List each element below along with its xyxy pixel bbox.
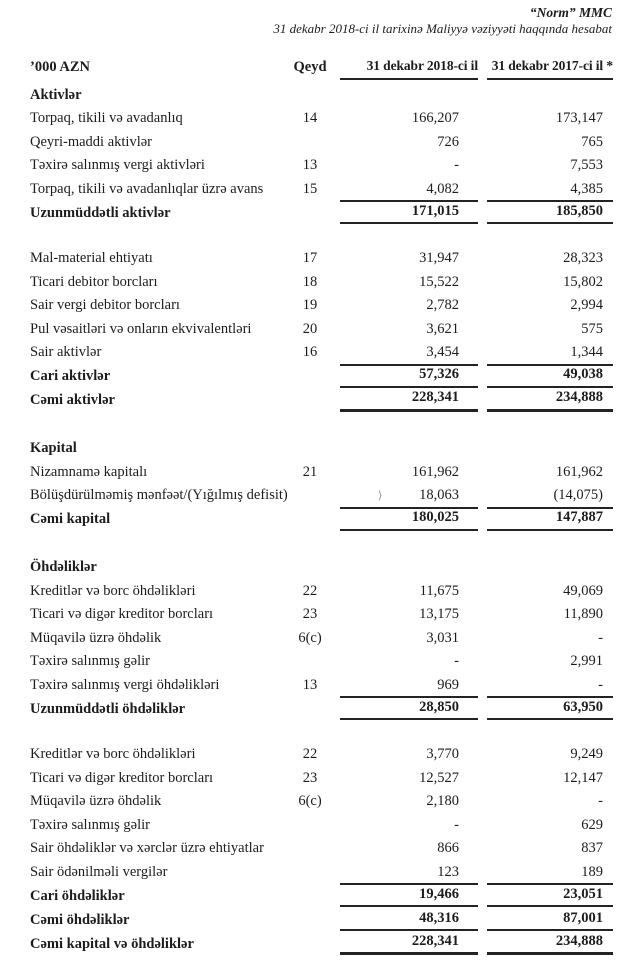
row-label: Mal-material ehtiyatı <box>30 250 153 267</box>
row-label: Ticari debitor borcları <box>30 273 158 290</box>
section-row <box>0 553 620 579</box>
value-2018-text: 3,454 <box>426 344 459 361</box>
value-2018 <box>340 270 478 294</box>
value-2017 <box>487 364 613 388</box>
value-2017-text: (14,075) <box>553 487 603 504</box>
value-2018-text: 11,675 <box>419 582 459 599</box>
value-2018-text: 161,962 <box>411 463 459 480</box>
value-2017-text: 2,991 <box>570 653 603 670</box>
table-row <box>0 177 620 201</box>
row-label: Ticari və digər kreditor borcları <box>30 769 214 786</box>
value-2017-text: 234,888 <box>555 932 603 949</box>
value-2018 <box>340 626 478 650</box>
value-2017-text: 9,249 <box>570 746 603 763</box>
value-2017-text: 765 <box>581 133 603 150</box>
value-2017-text: 11,890 <box>563 606 603 623</box>
note-reference: 13 <box>302 676 318 693</box>
column-gap <box>478 907 487 931</box>
row-label: Cari aktivlər <box>30 368 111 385</box>
column-gap <box>478 931 487 955</box>
note-reference: 18 <box>302 273 318 290</box>
note-reference <box>280 883 340 907</box>
column-gap <box>478 860 487 884</box>
value-2017 <box>487 177 613 201</box>
value-2017 <box>487 907 613 931</box>
value-2017 <box>487 742 613 766</box>
value-2017 <box>487 293 613 317</box>
note-reference <box>280 200 340 224</box>
column-gap <box>478 317 487 341</box>
value-2017 <box>487 200 613 224</box>
value-2017 <box>487 579 613 603</box>
value-2017 <box>487 246 613 270</box>
value-2017 <box>487 766 613 790</box>
column-gap <box>478 766 487 790</box>
value-2018 <box>340 836 478 860</box>
table-row <box>0 931 620 955</box>
column-gap <box>478 53 487 80</box>
table-row <box>0 813 620 837</box>
value-2018 <box>340 177 478 201</box>
table-row <box>0 340 620 364</box>
column-gap <box>478 836 487 860</box>
value-2018 <box>340 200 478 224</box>
value-2017 <box>487 388 613 412</box>
row-label: Nizamnamə kapitalı <box>30 463 148 480</box>
row-label: Ticari və digər kreditor borcları <box>30 606 214 623</box>
row-label: Təxirə salınmış gəlir <box>30 816 150 833</box>
value-2017-text: 1,344 <box>570 344 603 361</box>
value-2017 <box>487 931 613 955</box>
value-2017 <box>487 836 613 860</box>
value-2018 <box>340 813 478 837</box>
value-2018-text: 31,947 <box>419 250 459 267</box>
statement-title: 31 dekabr 2018-ci il tarixinə Maliyyə vəziyyəti haqqında hesabat <box>273 21 612 36</box>
value-2018 <box>340 388 478 412</box>
table-row <box>0 907 620 931</box>
note-reference <box>280 649 340 673</box>
column-gap <box>478 742 487 766</box>
column-gap <box>478 507 487 531</box>
column-gap <box>478 696 487 720</box>
value-2017 <box>487 626 613 650</box>
value-2018-text: - <box>454 816 459 833</box>
note-reference: 13 <box>302 157 318 174</box>
column-header-note: Qeyd <box>293 58 327 75</box>
value-2017-text: 15,802 <box>563 273 603 290</box>
column-gap <box>478 673 487 697</box>
row-label: Müqavilə üzrə öhdəlik <box>30 793 162 810</box>
value-2018-text: 3,770 <box>426 746 459 763</box>
note-reference: 23 <box>302 769 318 786</box>
value-2017-text: - <box>598 676 603 693</box>
value-2017 <box>487 106 613 130</box>
note-reference: 22 <box>302 746 318 763</box>
company-name: “Norm” MMC <box>529 5 612 20</box>
value-2017 <box>487 507 613 531</box>
note-reference <box>280 130 340 154</box>
value-2017 <box>487 130 613 154</box>
value-2017-text: 185,850 <box>555 202 603 219</box>
column-gap <box>478 270 487 294</box>
column-gap <box>478 364 487 388</box>
row-label: Qeyri-maddi aktivlər <box>30 133 152 150</box>
table-row <box>0 507 620 531</box>
value-2018-text: 28,850 <box>419 698 459 715</box>
column-gap <box>478 460 487 484</box>
column-header-2017: 31 dekabr 2017-ci il * <box>487 53 613 80</box>
value-2017-text: 7,553 <box>570 157 603 174</box>
column-gap <box>478 388 487 412</box>
value-2018-text: 57,326 <box>419 366 459 383</box>
value-2018 <box>340 860 478 884</box>
table-body <box>0 80 620 955</box>
table-row <box>0 270 620 294</box>
value-2018 <box>340 246 478 270</box>
value-2018 <box>340 673 478 697</box>
section-heading: Aktivlər <box>30 86 82 103</box>
row-label: Uzunmüddətli öhdəliklər <box>30 700 186 717</box>
table-row <box>0 883 620 907</box>
value-2017-text: 147,887 <box>555 509 603 526</box>
row-label: Müqavilə üzrə öhdəlik <box>30 629 162 646</box>
column-gap <box>478 177 487 201</box>
table-row <box>0 364 620 388</box>
value-2018-text: 4,082 <box>426 180 459 197</box>
column-gap <box>478 246 487 270</box>
note-reference: 15 <box>302 180 318 197</box>
table-row <box>0 388 620 412</box>
table-row <box>0 766 620 790</box>
column-gap <box>478 579 487 603</box>
value-2017-text: - <box>598 629 603 646</box>
table-row <box>0 106 620 130</box>
value-2018-text: 2,180 <box>426 793 459 810</box>
section-heading: Kapital <box>30 440 77 457</box>
value-2017-text: 837 <box>581 840 603 857</box>
column-gap <box>478 293 487 317</box>
value-2017-text: 161,962 <box>555 463 603 480</box>
value-2017-text: 2,994 <box>570 297 603 314</box>
value-2017-text: 575 <box>581 320 603 337</box>
row-label: Cari öhdəliklər <box>30 887 125 904</box>
note-reference <box>280 388 340 412</box>
value-2018-text: 228,341 <box>411 389 459 406</box>
note-reference <box>280 907 340 931</box>
value-2018 <box>340 153 478 177</box>
value-2018 <box>340 507 478 531</box>
row-label: Kreditlər və borc öhdəlikləri <box>30 746 196 763</box>
column-gap <box>478 602 487 626</box>
section-gap <box>0 412 620 434</box>
table-row <box>0 579 620 603</box>
row-label: Cəmi kapital və öhdəliklər <box>30 935 194 952</box>
value-2018 <box>340 789 478 813</box>
row-label: Sair vergi debitor borcları <box>30 297 180 314</box>
section-row <box>0 80 620 106</box>
value-2018-text: 15,522 <box>419 273 459 290</box>
note-reference: 16 <box>302 344 318 361</box>
table-row <box>0 293 620 317</box>
value-2018-text: 180,025 <box>411 509 459 526</box>
section-gap <box>0 531 620 553</box>
value-2017 <box>487 340 613 364</box>
value-2017 <box>487 789 613 813</box>
value-2017-text: 28,323 <box>563 250 603 267</box>
value-2018 <box>340 883 478 907</box>
column-gap <box>478 883 487 907</box>
column-gap <box>478 106 487 130</box>
note-reference: 23 <box>302 606 318 623</box>
column-gap <box>478 130 487 154</box>
value-2017 <box>487 602 613 626</box>
value-2017-text: 234,888 <box>555 389 603 406</box>
note-reference <box>280 483 340 507</box>
column-gap <box>478 340 487 364</box>
row-label: Pul vəsaitləri və onların ekvivalentləri <box>30 320 252 337</box>
value-2018 <box>340 766 478 790</box>
value-2018-text: 18,063 <box>419 487 459 504</box>
table-row <box>0 789 620 813</box>
value-2017 <box>487 460 613 484</box>
value-2017 <box>487 649 613 673</box>
value-2018-text: 12,527 <box>419 769 459 786</box>
value-2018 <box>340 293 478 317</box>
value-2017 <box>487 270 613 294</box>
note-reference: 22 <box>302 582 318 599</box>
column-gap <box>478 649 487 673</box>
column-header-2018: 31 dekabr 2018-ci il <box>340 53 478 80</box>
scan-artifact: ⟩ <box>378 489 383 502</box>
running-header <box>0 4 620 37</box>
table-header-row <box>0 53 620 80</box>
note-reference: 6(c) <box>298 793 322 810</box>
column-gap <box>478 483 487 507</box>
note-reference <box>280 507 340 531</box>
value-2018 <box>340 649 478 673</box>
row-label: Sair aktivlər <box>30 344 102 361</box>
note-reference <box>280 931 340 955</box>
value-2018 <box>340 460 478 484</box>
column-gap <box>478 200 487 224</box>
value-2017 <box>487 860 613 884</box>
column-gap <box>478 789 487 813</box>
table-row <box>0 153 620 177</box>
value-2017-text: 49,038 <box>563 366 603 383</box>
table-row <box>0 836 620 860</box>
value-2018-text: 166,207 <box>411 110 459 127</box>
value-2018-text: 171,015 <box>411 202 459 219</box>
value-2018-text: - <box>454 157 459 174</box>
note-reference: 19 <box>302 297 318 314</box>
note-reference <box>280 813 340 837</box>
value-2017-text: 49,069 <box>563 582 603 599</box>
value-2018-text: 123 <box>437 863 459 880</box>
row-label: Bölüşdürülməmiş mənfəət/(Yığılmış defisit) <box>30 487 288 504</box>
row-label: Torpaq, tikili və avadanlıq <box>30 110 183 127</box>
row-label: Təxirə salınmış vergi aktivləri <box>30 157 205 174</box>
table-row <box>0 130 620 154</box>
note-reference: 17 <box>302 250 318 267</box>
value-2017-text: 23,051 <box>563 885 603 902</box>
value-2018 <box>340 106 478 130</box>
note-reference: 20 <box>302 320 318 337</box>
value-2017-text: 189 <box>581 863 603 880</box>
value-2018-text: 228,341 <box>411 932 459 949</box>
table-row <box>0 626 620 650</box>
value-2017 <box>487 153 613 177</box>
table-row <box>0 696 620 720</box>
value-2018-text: 2,782 <box>426 297 459 314</box>
note-reference: 14 <box>302 110 318 127</box>
value-2018-text: 866 <box>437 840 459 857</box>
section-gap <box>0 224 620 246</box>
section-row <box>0 434 620 460</box>
table-row <box>0 860 620 884</box>
value-2018 <box>340 340 478 364</box>
column-gap <box>478 813 487 837</box>
table-row <box>0 483 620 507</box>
value-2017 <box>487 483 613 507</box>
value-2018-text: 13,175 <box>419 606 459 623</box>
note-reference: 21 <box>302 463 318 480</box>
value-2018-text: 3,621 <box>426 320 459 337</box>
section-heading: Öhdəliklər <box>30 559 97 576</box>
value-2018-text: - <box>454 653 459 670</box>
value-2018 <box>340 907 478 931</box>
value-2017-text: 4,385 <box>570 180 603 197</box>
value-2017 <box>487 883 613 907</box>
value-2017 <box>487 813 613 837</box>
table-row <box>0 317 620 341</box>
row-label: Torpaq, tikili və avadanlıqlar üzrə avans <box>30 180 264 197</box>
row-label: Uzunmüddətli aktivlər <box>30 204 171 221</box>
table-row <box>0 673 620 697</box>
table-row <box>0 742 620 766</box>
table-row <box>0 602 620 626</box>
value-2017-text: 63,950 <box>563 698 603 715</box>
row-label: Təxirə salınmış vergi öhdəlikləri <box>30 676 220 693</box>
value-2018-text: 19,466 <box>419 885 459 902</box>
value-2017-text: 629 <box>581 816 603 833</box>
table-row <box>0 246 620 270</box>
value-2018 <box>340 130 478 154</box>
value-2017 <box>487 317 613 341</box>
value-2017-text: 87,001 <box>563 909 603 926</box>
value-2018-text: 3,031 <box>426 629 459 646</box>
value-2018 <box>340 317 478 341</box>
row-label: Sair öhdəliklər və xərclər üzrə ehtiyatlar <box>30 840 264 857</box>
row-label: Cəmi aktivlər <box>30 392 115 409</box>
row-label: Cəmi öhdəliklər <box>30 911 130 928</box>
value-2018 <box>340 696 478 720</box>
note-reference <box>280 836 340 860</box>
value-2017 <box>487 696 613 720</box>
note-reference <box>280 860 340 884</box>
column-gap <box>478 626 487 650</box>
column-header-unit: ’000 AZN <box>30 58 91 75</box>
row-label: Cəmi kapital <box>30 511 111 528</box>
row-label: Sair ödənilməli vergilər <box>30 863 168 880</box>
value-2018 <box>340 931 478 955</box>
value-2018 <box>340 364 478 388</box>
balance-sheet-table <box>0 53 620 955</box>
value-2018-text: 726 <box>437 133 459 150</box>
section-gap <box>0 720 620 742</box>
value-2017-text: 173,147 <box>555 110 603 127</box>
value-2017-text: - <box>598 793 603 810</box>
value-2018 <box>340 579 478 603</box>
note-reference <box>280 696 340 720</box>
row-label: Təxirə salınmış gəlir <box>30 653 150 670</box>
value-2018 <box>340 602 478 626</box>
value-2017 <box>487 673 613 697</box>
note-reference <box>280 364 340 388</box>
value-2018 <box>340 483 478 507</box>
value-2018-text: 969 <box>437 676 459 693</box>
table-row <box>0 200 620 224</box>
value-2017-text: 12,147 <box>563 769 603 786</box>
note-reference: 6(c) <box>298 629 322 646</box>
table-row <box>0 649 620 673</box>
value-2018 <box>340 742 478 766</box>
value-2018-text: 48,316 <box>419 909 459 926</box>
table-row <box>0 460 620 484</box>
row-label: Kreditlər və borc öhdəlikləri <box>30 582 196 599</box>
column-gap <box>478 153 487 177</box>
